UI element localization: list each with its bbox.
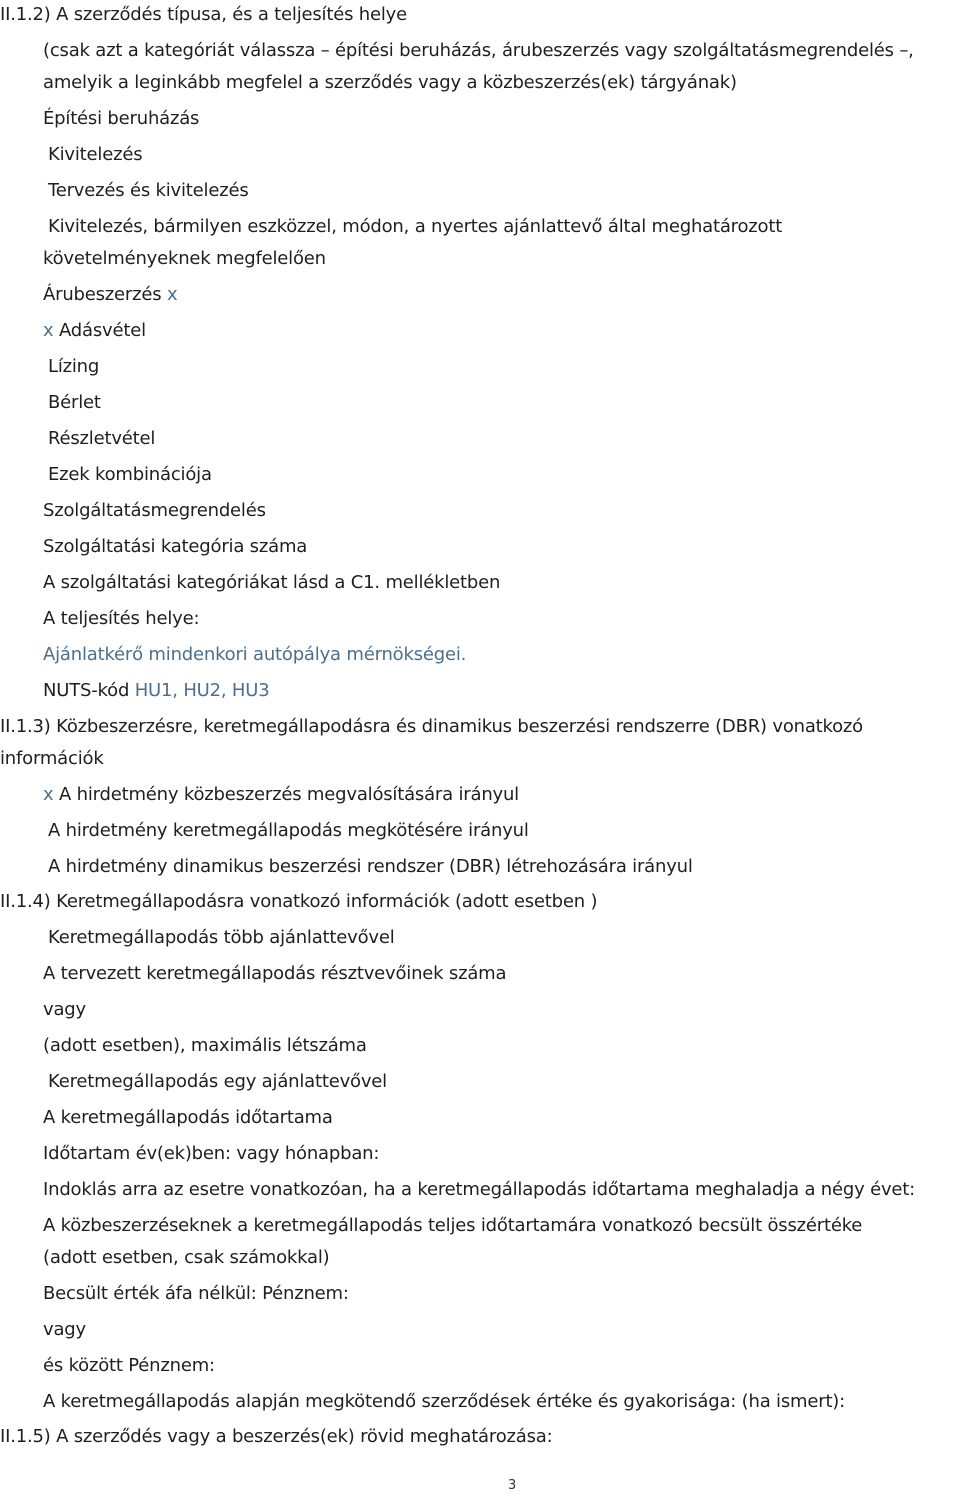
page-number: 3	[508, 1478, 517, 1493]
services-category-reference: A szolgáltatási kategóriákat lásd a C1. mellékletben	[43, 572, 501, 593]
option-purchase	[43, 320, 146, 342]
option-works-any-means-line-2: követelményeknek megfelelően	[43, 248, 326, 269]
nuts-code-value: HU1, HU2, HU3	[134, 680, 270, 701]
option-supplies-label: Árubeszerzés	[43, 284, 162, 305]
or-text-1: vagy	[43, 999, 86, 1020]
instruction-note-line-2: amelyik a leginkább megfelel a szerződés vagy a közbeszerzés(ek) tárgyának)	[43, 72, 737, 93]
place-of-performance-value: Ajánlatkérő mindenkori autópálya mérnökségei.	[43, 644, 467, 665]
nuts-code	[43, 680, 270, 702]
or-text-2: vagy	[43, 1319, 86, 1340]
section-heading-II-1-3-line-2: információk	[0, 748, 104, 769]
option-purchase-mark: x	[43, 320, 54, 341]
framework-duration-units: Időtartam év(ek)ben: vagy hónapban:	[43, 1143, 380, 1164]
option-framework-multiple: Keretmegállapodás több ajánlattevővel	[48, 927, 395, 948]
framework-duration-justification: Indoklás arra az esetre vonatkozóan, ha a keretmegállapodás időtartama meghaladja a négy évet:	[43, 1179, 915, 1200]
option-combination: Ezek kombinációja	[48, 464, 212, 485]
option-works: Építési beruházás	[43, 108, 200, 129]
value-range-currency: és között Pénznem:	[43, 1355, 215, 1376]
option-works-execution: Kivitelezés	[48, 144, 143, 165]
option-leasing: Lízing	[48, 356, 100, 377]
option-dps: A hirdetmény dinamikus beszerzési rendszer (DBR) létrehozására irányul	[48, 856, 693, 877]
option-public-contract-label: A hirdetmény közbeszerzés megvalósítására irányul	[58, 784, 519, 805]
instruction-note-line-1: (csak azt a kategóriát válassza – építési beruházás, árubeszerzés vagy szolgáltatásmegrendelés –,	[43, 40, 914, 61]
option-services: Szolgáltatásmegrendelés	[43, 500, 266, 521]
option-supplies-mark: x	[166, 284, 178, 305]
section-heading-II-1-3-line-1: II.1.3) Közbeszerzésre, keretmegállapodásra és dinamikus beszerzési rendszerre (DBR) vonatkozó	[0, 716, 863, 737]
section-heading-II-1-4: II.1.4) Keretmegállapodásra vonatkozó információk (adott esetben )	[0, 891, 598, 912]
framework-max-participants: (adott esetben), maximális létszáma	[43, 1035, 367, 1056]
option-hire-purchase: Részletvétel	[48, 428, 156, 449]
option-supplies	[43, 284, 177, 306]
option-works-design-execution: Tervezés és kivitelezés	[48, 180, 249, 201]
framework-participants: A tervezett keretmegállapodás résztvevőinek száma	[43, 963, 507, 984]
framework-total-value-line-1: A közbeszerzéseknek a keretmegállapodás teljes időtartamára vonatkozó becsült összértéke	[43, 1215, 863, 1236]
framework-duration: A keretmegállapodás időtartama	[43, 1107, 333, 1128]
framework-total-value-line-2: (adott esetben, csak számokkal)	[43, 1247, 330, 1268]
option-framework-single: Keretmegállapodás egy ajánlattevővel	[48, 1071, 387, 1092]
option-public-contract	[43, 784, 519, 806]
option-framework-agreement: A hirdetmény keretmegállapodás megkötésére irányul	[48, 820, 529, 841]
section-heading-II-1-5: II.1.5) A szerződés vagy a beszerzés(ek) rövid meghatározása:	[0, 1426, 553, 1447]
section-heading-II-1-2: II.1.2) A szerződés típusa, és a teljesítés helye	[0, 4, 408, 25]
contracts-value-frequency: A keretmegállapodás alapján megkötendő szerződések értéke és gyakorisága: (ha ismert):	[43, 1391, 845, 1412]
option-public-contract-mark: x	[43, 784, 54, 805]
services-category-number: Szolgáltatási kategória száma	[43, 536, 308, 557]
option-works-any-means-line-1: Kivitelezés, bármilyen eszközzel, módon, a nyertes ajánlattevő által meghatározott	[48, 216, 783, 237]
estimated-value-currency: Becsült érték áfa nélkül: Pénznem:	[43, 1283, 349, 1304]
nuts-code-label: NUTS-kód	[43, 680, 130, 701]
option-rental: Bérlet	[48, 392, 101, 413]
place-of-performance-label: A teljesítés helye:	[43, 608, 200, 629]
option-purchase-label: Adásvétel	[58, 320, 146, 341]
